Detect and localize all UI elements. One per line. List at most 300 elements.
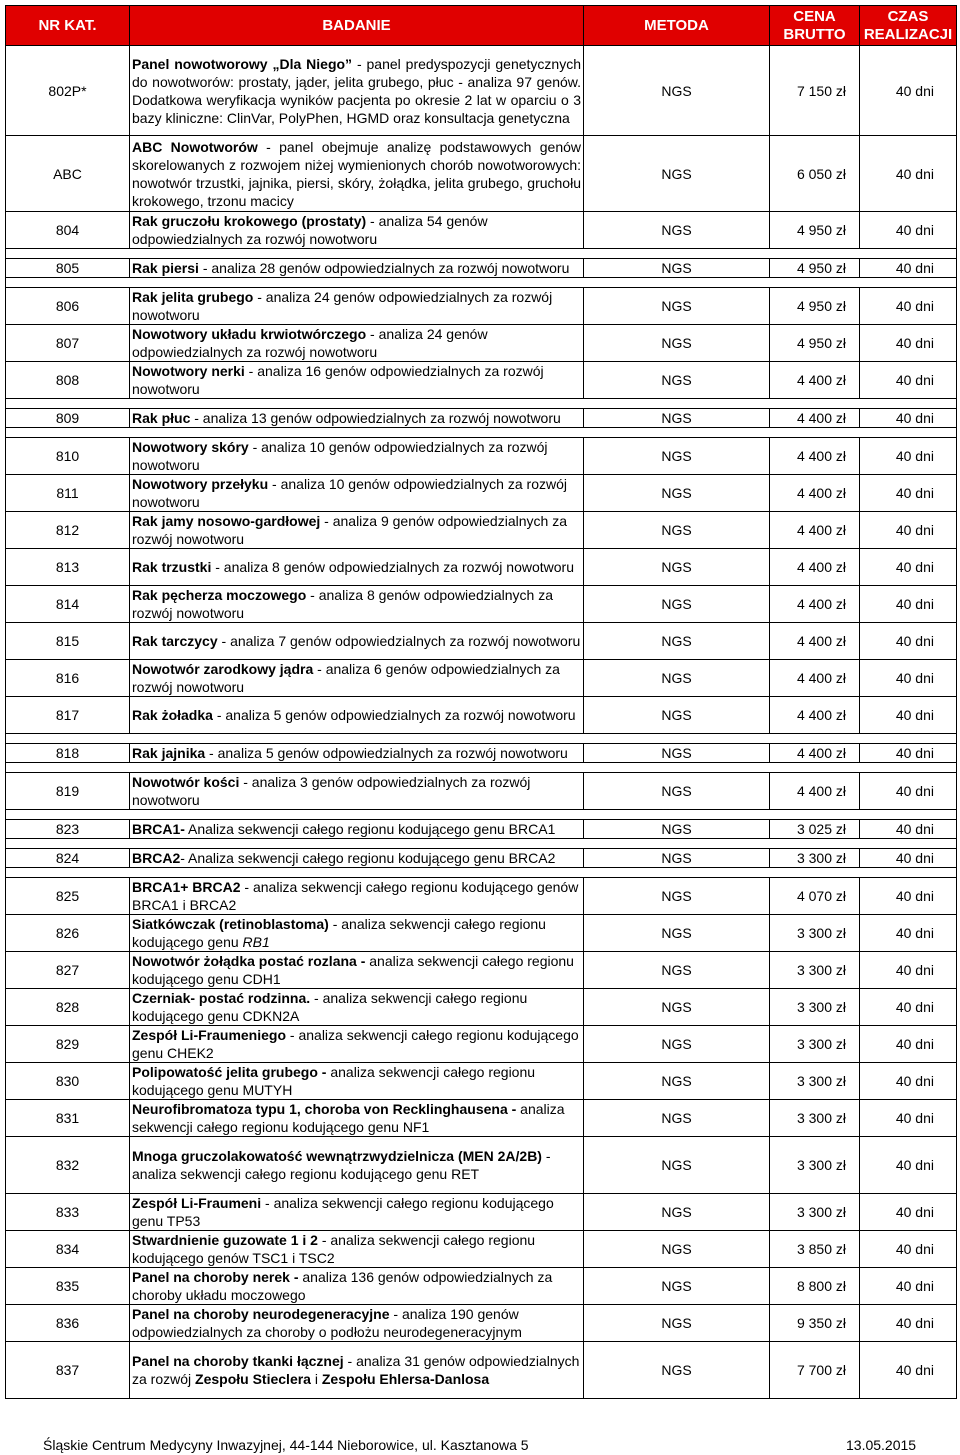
table-row bbox=[6, 259, 957, 278]
method: NGS bbox=[584, 1026, 770, 1063]
table-header bbox=[6, 6, 957, 46]
spacer-cell bbox=[130, 868, 584, 878]
test-name: Rak piersi bbox=[132, 260, 199, 276]
method: NGS bbox=[584, 549, 770, 586]
test-details: - analiza sekwencji całego regionu kodującego genu TP53 bbox=[132, 1195, 554, 1229]
test-details: - analiza 10 genów odpowiedzialnych za rozwój nowotworu bbox=[132, 476, 567, 510]
test-name: Nowotwór zarodkowy jądra bbox=[132, 661, 314, 677]
catalog-number: 813 bbox=[6, 549, 130, 586]
price: 4 400 zł bbox=[770, 697, 860, 734]
header-badanie: BADANIE bbox=[130, 6, 584, 46]
price: 4 400 zł bbox=[770, 409, 860, 428]
turnaround-time: 40 dni bbox=[860, 820, 957, 839]
spacer-cell bbox=[584, 399, 770, 409]
test-description bbox=[130, 1342, 584, 1399]
table-row bbox=[6, 1305, 957, 1342]
test-name: BRCA2 bbox=[132, 850, 181, 866]
test-details: - analiza 24 genów odpowiedzialnych za rozwój nowotworu bbox=[132, 326, 488, 360]
turnaround-time: 40 dni bbox=[860, 512, 957, 549]
price: 3 025 zł bbox=[770, 820, 860, 839]
table-row bbox=[6, 212, 957, 249]
catalog-number: 826 bbox=[6, 915, 130, 952]
turnaround-time: 40 dni bbox=[860, 1063, 957, 1100]
spacer-cell bbox=[860, 249, 957, 259]
catalog-number: 824 bbox=[6, 849, 130, 868]
gene-name: RB1 bbox=[242, 934, 270, 950]
catalog-number: 812 bbox=[6, 512, 130, 549]
test-details: - analiza 8 genów odpowiedzialnych za rozwój nowotworu bbox=[211, 559, 575, 575]
test-description bbox=[130, 1231, 584, 1268]
test-name: Czerniak- postać rodzinna. bbox=[132, 990, 311, 1006]
method: NGS bbox=[584, 1063, 770, 1100]
turnaround-time: 40 dni bbox=[860, 1137, 957, 1194]
turnaround-time: 40 dni bbox=[860, 1194, 957, 1231]
test-details: - analiza 3 genów odpowiedzialnych za rozwój nowotworu bbox=[132, 774, 531, 808]
price: 4 400 zł bbox=[770, 623, 860, 660]
turnaround-time: 40 dni bbox=[860, 744, 957, 763]
spacer-cell bbox=[130, 278, 584, 288]
test-details: - panel predyspozycji genetycznych do nowotworów: prostaty, jąder, jelita grubego, płuc - analiza 97 genów. Dodatkowa weryfikacja wyników pacjenta po okresie 2 lat w oparciu o 3 bazy kliniczne: ClinVar, PolyPhen, HGMD oraz konsultacja genetyczna bbox=[132, 55, 581, 126]
table-row bbox=[6, 362, 957, 399]
method: NGS bbox=[584, 409, 770, 428]
test-name: Nowotwory przełyku bbox=[132, 476, 269, 492]
header-nr-kat: NR KAT. bbox=[6, 6, 130, 46]
turnaround-time: 40 dni bbox=[860, 773, 957, 810]
test-name: Panel na choroby tkanki łącznej bbox=[132, 1353, 344, 1369]
price: 4 950 zł bbox=[770, 325, 860, 362]
test-details: - Analiza sekwencji całego regionu kodującego genu BRCA2 bbox=[180, 850, 556, 866]
test-details: - analiza sekwencji całego regionu kodującego genu RET bbox=[132, 1148, 551, 1182]
spacer-cell bbox=[770, 278, 860, 288]
test-description bbox=[130, 820, 584, 839]
test-description bbox=[130, 1137, 584, 1194]
test-description bbox=[130, 878, 584, 915]
test-name: Nowotwór żołądka postać rozlana - bbox=[132, 953, 366, 969]
method: NGS bbox=[584, 1137, 770, 1194]
spacer-cell bbox=[130, 249, 584, 259]
test-description bbox=[130, 989, 584, 1026]
test-description bbox=[130, 744, 584, 763]
spacer-cell bbox=[770, 734, 860, 744]
row-spacer bbox=[6, 249, 957, 259]
row-spacer bbox=[6, 868, 957, 878]
test-details: - analiza 190 genów odpowiedzialnych za choroby o podłożu neurodegeneracyjnym bbox=[132, 1306, 522, 1340]
method: NGS bbox=[584, 660, 770, 697]
price: 8 800 zł bbox=[770, 1268, 860, 1305]
table-row bbox=[6, 325, 957, 362]
table-row bbox=[6, 1194, 957, 1231]
conjunction: i bbox=[310, 1371, 322, 1387]
catalog-number: 806 bbox=[6, 288, 130, 325]
test-name: Rak żoładka bbox=[132, 707, 213, 723]
row-spacer bbox=[6, 734, 957, 744]
test-name: Panel na choroby nerek - bbox=[132, 1269, 299, 1285]
price: 4 400 zł bbox=[770, 773, 860, 810]
method: NGS bbox=[584, 586, 770, 623]
spacer-cell bbox=[860, 428, 957, 438]
method: NGS bbox=[584, 438, 770, 475]
turnaround-time: 40 dni bbox=[860, 362, 957, 399]
price: 4 400 zł bbox=[770, 660, 860, 697]
table-row bbox=[6, 512, 957, 549]
turnaround-time: 40 dni bbox=[860, 1100, 957, 1137]
test-description bbox=[130, 1194, 584, 1231]
test-name: Polipowatość jelita grubego - bbox=[132, 1064, 327, 1080]
method: NGS bbox=[584, 259, 770, 278]
method: NGS bbox=[584, 1194, 770, 1231]
test-description bbox=[130, 952, 584, 989]
test-name: Rak gruczołu krokowego (prostaty) bbox=[132, 213, 367, 229]
method: NGS bbox=[584, 989, 770, 1026]
spacer-cell bbox=[860, 839, 957, 849]
table-row bbox=[6, 820, 957, 839]
turnaround-time: 40 dni bbox=[860, 586, 957, 623]
turnaround-time: 40 dni bbox=[860, 697, 957, 734]
test-description bbox=[130, 46, 584, 136]
catalog-number: 833 bbox=[6, 1194, 130, 1231]
test-description bbox=[130, 623, 584, 660]
test-name: Panel na choroby neurodegeneracyjne bbox=[132, 1306, 390, 1322]
method: NGS bbox=[584, 1305, 770, 1342]
table-row bbox=[6, 409, 957, 428]
turnaround-time: 40 dni bbox=[860, 915, 957, 952]
test-name: Nowotwory układu krwiotwórczego bbox=[132, 326, 367, 342]
test-description bbox=[130, 697, 584, 734]
turnaround-time: 40 dni bbox=[860, 409, 957, 428]
price: 3 300 zł bbox=[770, 849, 860, 868]
table-row bbox=[6, 697, 957, 734]
spacer-cell bbox=[584, 763, 770, 773]
catalog-number: 831 bbox=[6, 1100, 130, 1137]
test-description bbox=[130, 409, 584, 428]
turnaround-time: 40 dni bbox=[860, 136, 957, 212]
catalog-number: 805 bbox=[6, 259, 130, 278]
catalog-number: 825 bbox=[6, 878, 130, 915]
method: NGS bbox=[584, 623, 770, 660]
catalog-number: 836 bbox=[6, 1305, 130, 1342]
turnaround-time: 40 dni bbox=[860, 1268, 957, 1305]
method: NGS bbox=[584, 362, 770, 399]
test-details: - analiza 8 genów odpowiedzialnych za rozwój nowotworu bbox=[132, 587, 553, 621]
table-row bbox=[6, 1268, 957, 1305]
price: 3 300 zł bbox=[770, 1063, 860, 1100]
test-description bbox=[130, 512, 584, 549]
test-details: - analiza 54 genów odpowiedzialnych za rozwój nowotworu bbox=[132, 213, 488, 247]
test-name: Neurofibromatoza typu 1, choroba von Recklinghausena - bbox=[132, 1101, 517, 1117]
method: NGS bbox=[584, 1100, 770, 1137]
turnaround-time: 40 dni bbox=[860, 660, 957, 697]
turnaround-time: 40 dni bbox=[860, 878, 957, 915]
test-name: Rak jajnika bbox=[132, 745, 206, 761]
spacer-cell bbox=[130, 428, 584, 438]
test-description bbox=[130, 773, 584, 810]
catalog-number: 814 bbox=[6, 586, 130, 623]
price: 7 700 zł bbox=[770, 1342, 860, 1399]
method: NGS bbox=[584, 744, 770, 763]
table-row bbox=[6, 586, 957, 623]
catalog-number: 817 bbox=[6, 697, 130, 734]
spacer-cell bbox=[860, 810, 957, 820]
price: 3 300 zł bbox=[770, 1100, 860, 1137]
catalog-number: 828 bbox=[6, 989, 130, 1026]
price: 4 400 zł bbox=[770, 512, 860, 549]
table-row bbox=[6, 46, 957, 136]
turnaround-time: 40 dni bbox=[860, 549, 957, 586]
test-details: - analiza 5 genów odpowiedzialnych za rozwój nowotworu bbox=[212, 707, 576, 723]
test-details: - panel obejmuje analizę podstawowych genów skorelowanych z rozwojem niżej wymienionych chorób nowotworowych: nowotwór trzustki, jajnika, piersi, skóry, żołądka, jelita grubego, gruchołu krokowego, trzonu macicy bbox=[132, 138, 582, 209]
turnaround-time: 40 dni bbox=[860, 1342, 957, 1399]
test-details: Analiza sekwencji całego regionu kodującego genu BRCA1 bbox=[184, 821, 556, 837]
table-row bbox=[6, 989, 957, 1026]
header-metoda: METODA bbox=[584, 6, 770, 46]
test-description bbox=[130, 849, 584, 868]
price: 3 300 zł bbox=[770, 952, 860, 989]
price: 4 400 zł bbox=[770, 744, 860, 763]
method: NGS bbox=[584, 1342, 770, 1399]
test-description bbox=[130, 586, 584, 623]
catalog-number: 816 bbox=[6, 660, 130, 697]
price: 3 300 zł bbox=[770, 1026, 860, 1063]
catalog-number: 804 bbox=[6, 212, 130, 249]
catalog-number: 819 bbox=[6, 773, 130, 810]
test-description bbox=[130, 660, 584, 697]
test-description bbox=[130, 1026, 584, 1063]
price: 4 400 zł bbox=[770, 475, 860, 512]
catalog-number: 809 bbox=[6, 409, 130, 428]
test-details: - analiza sekwencji całego regionu kodującego genów BRCA1 i BRCA2 bbox=[132, 879, 579, 913]
turnaround-time: 40 dni bbox=[860, 1026, 957, 1063]
method: NGS bbox=[584, 288, 770, 325]
price: 4 950 zł bbox=[770, 259, 860, 278]
spacer-cell bbox=[6, 734, 130, 744]
test-description bbox=[130, 212, 584, 249]
test-description bbox=[130, 362, 584, 399]
spacer-cell bbox=[6, 810, 130, 820]
method: NGS bbox=[584, 878, 770, 915]
table-row bbox=[6, 952, 957, 989]
catalog-number: 830 bbox=[6, 1063, 130, 1100]
price: 3 300 zł bbox=[770, 1137, 860, 1194]
spacer-cell bbox=[860, 763, 957, 773]
syndrome-name: Zespołu Stieclera bbox=[195, 1371, 311, 1387]
row-spacer bbox=[6, 399, 957, 409]
price: 4 400 zł bbox=[770, 362, 860, 399]
footer-address: Śląskie Centrum Medycyny Inwazyjnej, 44-144 Nieborowice, ul. Kasztanowa 5 bbox=[43, 1437, 529, 1453]
spacer-cell bbox=[770, 839, 860, 849]
method: NGS bbox=[584, 773, 770, 810]
turnaround-time: 40 dni bbox=[860, 623, 957, 660]
spacer-cell bbox=[130, 763, 584, 773]
table-row bbox=[6, 1026, 957, 1063]
test-name: Nowotwory nerki bbox=[132, 363, 245, 379]
turnaround-time: 40 dni bbox=[860, 1231, 957, 1268]
spacer-cell bbox=[584, 839, 770, 849]
table-row bbox=[6, 1342, 957, 1399]
catalog-number: 834 bbox=[6, 1231, 130, 1268]
test-details: - analiza 13 genów odpowiedzialnych za rozwój nowotworu bbox=[190, 410, 561, 426]
table-row bbox=[6, 915, 957, 952]
turnaround-time: 40 dni bbox=[860, 438, 957, 475]
spacer-cell bbox=[770, 249, 860, 259]
test-name: ABC Nowotworów bbox=[132, 138, 258, 155]
turnaround-time: 40 dni bbox=[860, 259, 957, 278]
test-description bbox=[130, 438, 584, 475]
spacer-cell bbox=[6, 839, 130, 849]
syndrome-name: Zespołu Ehlersa-Danlosa bbox=[321, 1371, 490, 1387]
spacer-cell bbox=[6, 249, 130, 259]
test-details: analiza 136 genów odpowiedzialnych za choroby układu moczowego bbox=[132, 1269, 553, 1303]
table-row bbox=[6, 136, 957, 212]
spacer-cell bbox=[770, 810, 860, 820]
test-name: Zespół Li-Fraumeniego bbox=[132, 1027, 287, 1043]
catalog-number: 808 bbox=[6, 362, 130, 399]
price: 3 300 zł bbox=[770, 1194, 860, 1231]
row-spacer bbox=[6, 428, 957, 438]
test-details: - analiza 16 genów odpowiedzialnych za rozwój nowotworu bbox=[132, 363, 544, 397]
turnaround-time: 40 dni bbox=[860, 212, 957, 249]
spacer-cell bbox=[6, 868, 130, 878]
test-name: Stwardnienie guzowate 1 i 2 bbox=[132, 1232, 318, 1248]
price: 3 850 zł bbox=[770, 1231, 860, 1268]
test-details: - analiza sekwencji całego regionu kodującego genu CHEK2 bbox=[132, 1027, 579, 1061]
turnaround-time: 40 dni bbox=[860, 46, 957, 136]
method: NGS bbox=[584, 475, 770, 512]
test-details: - analiza 10 genów odpowiedzialnych za rozwój nowotworu bbox=[132, 439, 548, 473]
method: NGS bbox=[584, 820, 770, 839]
test-name: Nowotwory skóry bbox=[132, 439, 249, 455]
test-description bbox=[130, 1100, 584, 1137]
price: 6 050 zł bbox=[770, 136, 860, 212]
catalog-number: 810 bbox=[6, 438, 130, 475]
price: 4 400 zł bbox=[770, 586, 860, 623]
turnaround-time: 40 dni bbox=[860, 1305, 957, 1342]
test-description bbox=[130, 136, 584, 212]
method: NGS bbox=[584, 1231, 770, 1268]
table-row bbox=[6, 1063, 957, 1100]
spacer-cell bbox=[584, 810, 770, 820]
spacer-cell bbox=[584, 278, 770, 288]
test-name: Rak jamy nosowo-gardłowej bbox=[132, 513, 321, 529]
test-details: - analiza 5 genów odpowiedzialnych za rozwój nowotworu bbox=[205, 745, 568, 761]
table-row bbox=[6, 1100, 957, 1137]
page-footer bbox=[0, 1437, 960, 1455]
row-spacer bbox=[6, 278, 957, 288]
spacer-cell bbox=[584, 868, 770, 878]
spacer-cell bbox=[130, 399, 584, 409]
method: NGS bbox=[584, 136, 770, 212]
table-row bbox=[6, 623, 957, 660]
test-details: - analiza 9 genów odpowiedzialnych za rozwój nowotworu bbox=[132, 513, 567, 547]
test-name: Rak pęcherza moczowego bbox=[132, 587, 307, 603]
test-details: - analiza 7 genów odpowiedzialnych za rozwój nowotworu bbox=[217, 633, 581, 649]
table-row bbox=[6, 849, 957, 868]
test-name: Rak płuc bbox=[132, 410, 191, 426]
test-details: - analiza sekwencji całego regionu kodującego genów TSC1 i TSC2 bbox=[132, 1232, 536, 1266]
catalog-number: 811 bbox=[6, 475, 130, 512]
method: NGS bbox=[584, 212, 770, 249]
catalog-number: 823 bbox=[6, 820, 130, 839]
turnaround-time: 40 dni bbox=[860, 989, 957, 1026]
table-row bbox=[6, 549, 957, 586]
spacer-cell bbox=[770, 428, 860, 438]
spacer-cell bbox=[584, 734, 770, 744]
test-name: BRCA1- bbox=[132, 821, 185, 837]
method: NGS bbox=[584, 325, 770, 362]
row-spacer bbox=[6, 763, 957, 773]
header-cena: CENA BRUTTO bbox=[770, 6, 860, 46]
catalog-number: ABC bbox=[6, 136, 130, 212]
table-row bbox=[6, 438, 957, 475]
method: NGS bbox=[584, 915, 770, 952]
method: NGS bbox=[584, 849, 770, 868]
price: 4 070 zł bbox=[770, 878, 860, 915]
spacer-cell bbox=[130, 810, 584, 820]
price-table bbox=[5, 5, 957, 1399]
spacer-cell bbox=[860, 278, 957, 288]
test-name: Panel nowotworowy „Dla Niego” bbox=[132, 55, 353, 72]
spacer-cell bbox=[130, 734, 584, 744]
table-row bbox=[6, 1231, 957, 1268]
footer-date: 13.05.2015 bbox=[846, 1437, 917, 1453]
test-name: Nowotwór kości bbox=[132, 774, 240, 790]
catalog-number: 807 bbox=[6, 325, 130, 362]
method: NGS bbox=[584, 1268, 770, 1305]
test-name: Mnoga gruczolakowatość wewnątrzwydzielnicza (MEN 2A/2B) bbox=[132, 1148, 542, 1164]
test-details: analiza sekwencji całego regionu kodującego genu MUTYH bbox=[132, 1064, 536, 1098]
spacer-cell bbox=[584, 249, 770, 259]
catalog-number: 815 bbox=[6, 623, 130, 660]
turnaround-time: 40 dni bbox=[860, 325, 957, 362]
test-details: - analiza 24 genów odpowiedzialnych za rozwój nowotworu bbox=[132, 289, 553, 323]
price: 7 150 zł bbox=[770, 46, 860, 136]
test-description bbox=[130, 259, 584, 278]
test-description bbox=[130, 1063, 584, 1100]
spacer-cell bbox=[770, 399, 860, 409]
row-spacer bbox=[6, 839, 957, 849]
row-spacer bbox=[6, 810, 957, 820]
test-description bbox=[130, 288, 584, 325]
test-details: - analiza sekwencji całego regionu kodującego genu bbox=[132, 916, 546, 950]
spacer-cell bbox=[584, 428, 770, 438]
table-row bbox=[6, 773, 957, 810]
test-details: analiza sekwencji całego regionu kodującego genu NF1 bbox=[132, 1101, 565, 1135]
test-name: Siatkówczak (retinoblastoma) bbox=[132, 916, 329, 932]
method: NGS bbox=[584, 697, 770, 734]
table-body bbox=[6, 46, 957, 1399]
test-name: Rak tarczycy bbox=[132, 633, 218, 649]
table-row bbox=[6, 1137, 957, 1194]
price: 3 300 zł bbox=[770, 915, 860, 952]
test-description bbox=[130, 1305, 584, 1342]
table-row bbox=[6, 878, 957, 915]
test-description bbox=[130, 1268, 584, 1305]
spacer-cell bbox=[130, 839, 584, 849]
spacer-cell bbox=[6, 399, 130, 409]
test-description bbox=[130, 915, 584, 952]
catalog-number: 818 bbox=[6, 744, 130, 763]
catalog-number: 835 bbox=[6, 1268, 130, 1305]
test-details: - analiza sekwencji całego regionu kodującego genu CDKN2A bbox=[132, 990, 528, 1024]
spacer-cell bbox=[6, 763, 130, 773]
spacer-cell bbox=[860, 734, 957, 744]
test-name: Rak trzustki bbox=[132, 559, 212, 575]
test-name: Rak jelita grubego bbox=[132, 289, 254, 305]
spacer-cell bbox=[860, 399, 957, 409]
table-row bbox=[6, 288, 957, 325]
table-row bbox=[6, 660, 957, 697]
catalog-number: 832 bbox=[6, 1137, 130, 1194]
header-czas: CZAS REALIZACJI bbox=[860, 6, 957, 46]
